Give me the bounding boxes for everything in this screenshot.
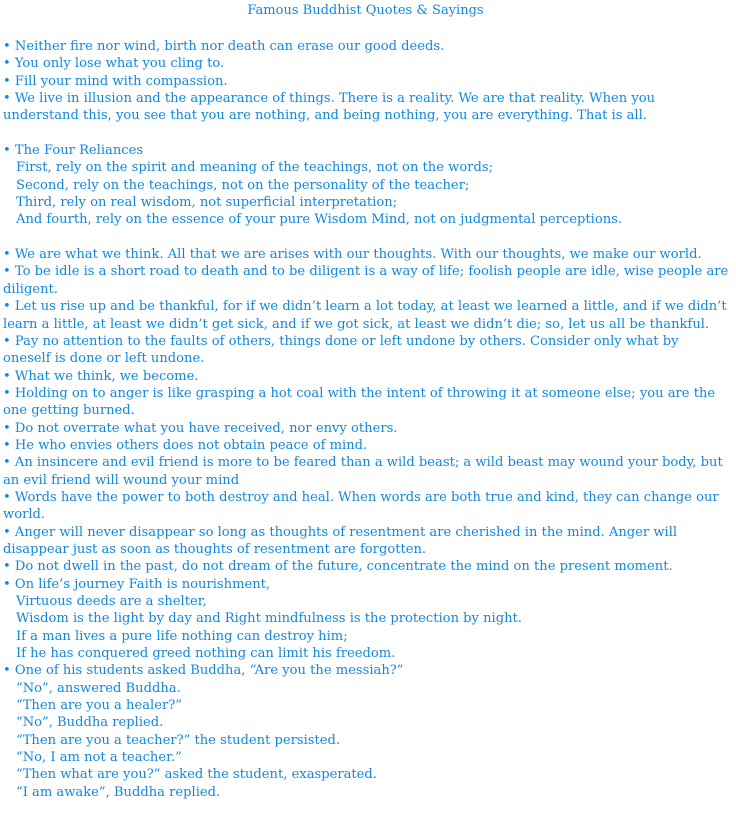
faith-line: If he has conquered greed nothing can limit his freedom. xyxy=(16,646,396,662)
reliance-line: Second, rely on the teachings, not on the personality of the teacher; xyxy=(16,177,470,193)
spacer xyxy=(3,229,736,246)
dialogue-line: “No, I am not a teacher.” xyxy=(16,750,182,766)
quote-item: • Fill your mind with compassion. xyxy=(3,73,228,89)
quote-item: • What we think, we become. xyxy=(3,368,199,384)
quote-item: • Do not dwell in the past, do not dream of the future, concentrate the mind on the present moment. xyxy=(3,559,673,575)
messiah-section xyxy=(3,662,736,801)
dialogue-line: “No”, Buddha replied. xyxy=(16,715,164,731)
quote-item: • Do not overrate what you have received, nor envy others. xyxy=(3,420,398,436)
quote-item: • Neither fire nor wind, birth nor death can erase our good deeds. xyxy=(3,39,445,54)
dialogue-line: “Then are you a teacher?” the student persisted. xyxy=(16,732,341,748)
quote-item: • He who envies others does not obtain peace of mind. xyxy=(3,437,368,453)
quote-item: • To be idle is a short road to death and to be diligent is a way of life; foolish people are idle, wise people are diligent. xyxy=(3,264,729,297)
quote-item: • An insincere and evil friend is more to be feared than a wild beast; a wild beast may wound your body, but an evil friend will wound your mind xyxy=(3,455,723,488)
faith-line: If a man lives a pure life nothing can destroy him; xyxy=(16,628,348,644)
four-reliances-heading: • The Four Reliances xyxy=(3,143,144,159)
messiah-heading: • One of his students asked Buddha, “Are you the messiah?” xyxy=(3,663,404,679)
spacer xyxy=(3,125,736,142)
quote-item: • Holding on to anger is like grasping a hot coal with the intent of throwing it at someone else; you are the one getting burned. xyxy=(3,385,716,419)
quote-item: • We live in illusion and the appearance of things. There is a reality. We are that reality. When you understand this, you see that you are nothing, and being nothing, you are everything. That is all. xyxy=(3,91,656,124)
quote-item: • Let us rise up and be thankful, for if we didn’t learn a lot today, at least we learned a little, and if we didn’t learn a little, at least we didn’t get sick, and if we got sick, at least we didn’t die; so, let us all be thankful. xyxy=(3,299,727,332)
quotes-group-1 xyxy=(3,38,736,125)
reliance-line: Third, rely on real wisdom, not superficial interpretation; xyxy=(16,195,398,211)
quote-item: • Anger will never disappear so long as thoughts of resentment are cherished in the mind. Anger will disappear just as soon as thoughts of resentment are forgotten. xyxy=(3,524,678,557)
reliance-line: First, rely on the spirit and meaning of the teachings, not on the words; xyxy=(16,160,494,176)
dialogue-line: “I am awake”, Buddha replied. xyxy=(16,784,221,800)
reliance-line: And fourth, rely on the essence of your pure Wisdom Mind, not on judgmental perceptions. xyxy=(16,212,623,228)
dialogue-line: “Then are you a healer?” xyxy=(16,698,182,714)
four-reliances-section xyxy=(3,142,736,229)
quote-item: • You only lose what you cling to. xyxy=(3,56,225,72)
dialogue-line: “No”, answered Buddha. xyxy=(16,680,181,696)
faith-heading: • On life’s journey Faith is nourishment, xyxy=(3,576,271,592)
faith-line: Wisdom is the light by day and Right mindfulness is the protection by night. xyxy=(16,611,522,627)
quote-item: • Pay no attention to the faults of others, things done or left undone by others. Consider only what by oneself is done or left undone. xyxy=(3,333,679,367)
faith-line: Virtuous deeds are a shelter, xyxy=(16,594,207,609)
faith-section xyxy=(3,576,736,663)
quote-item: • We are what we think. All that we are arises with our thoughts. With our thoughts, we make our world. xyxy=(3,247,702,263)
page-title: Famous Buddhist Quotes & Sayings xyxy=(247,3,484,18)
quote-item: • Words have the power to both destroy and heal. When words are both true and kind, they can change our world. xyxy=(3,489,719,523)
quotes-group-2 xyxy=(3,246,736,576)
dialogue-line: “Then what are you?” asked the student, exasperated. xyxy=(16,767,377,783)
